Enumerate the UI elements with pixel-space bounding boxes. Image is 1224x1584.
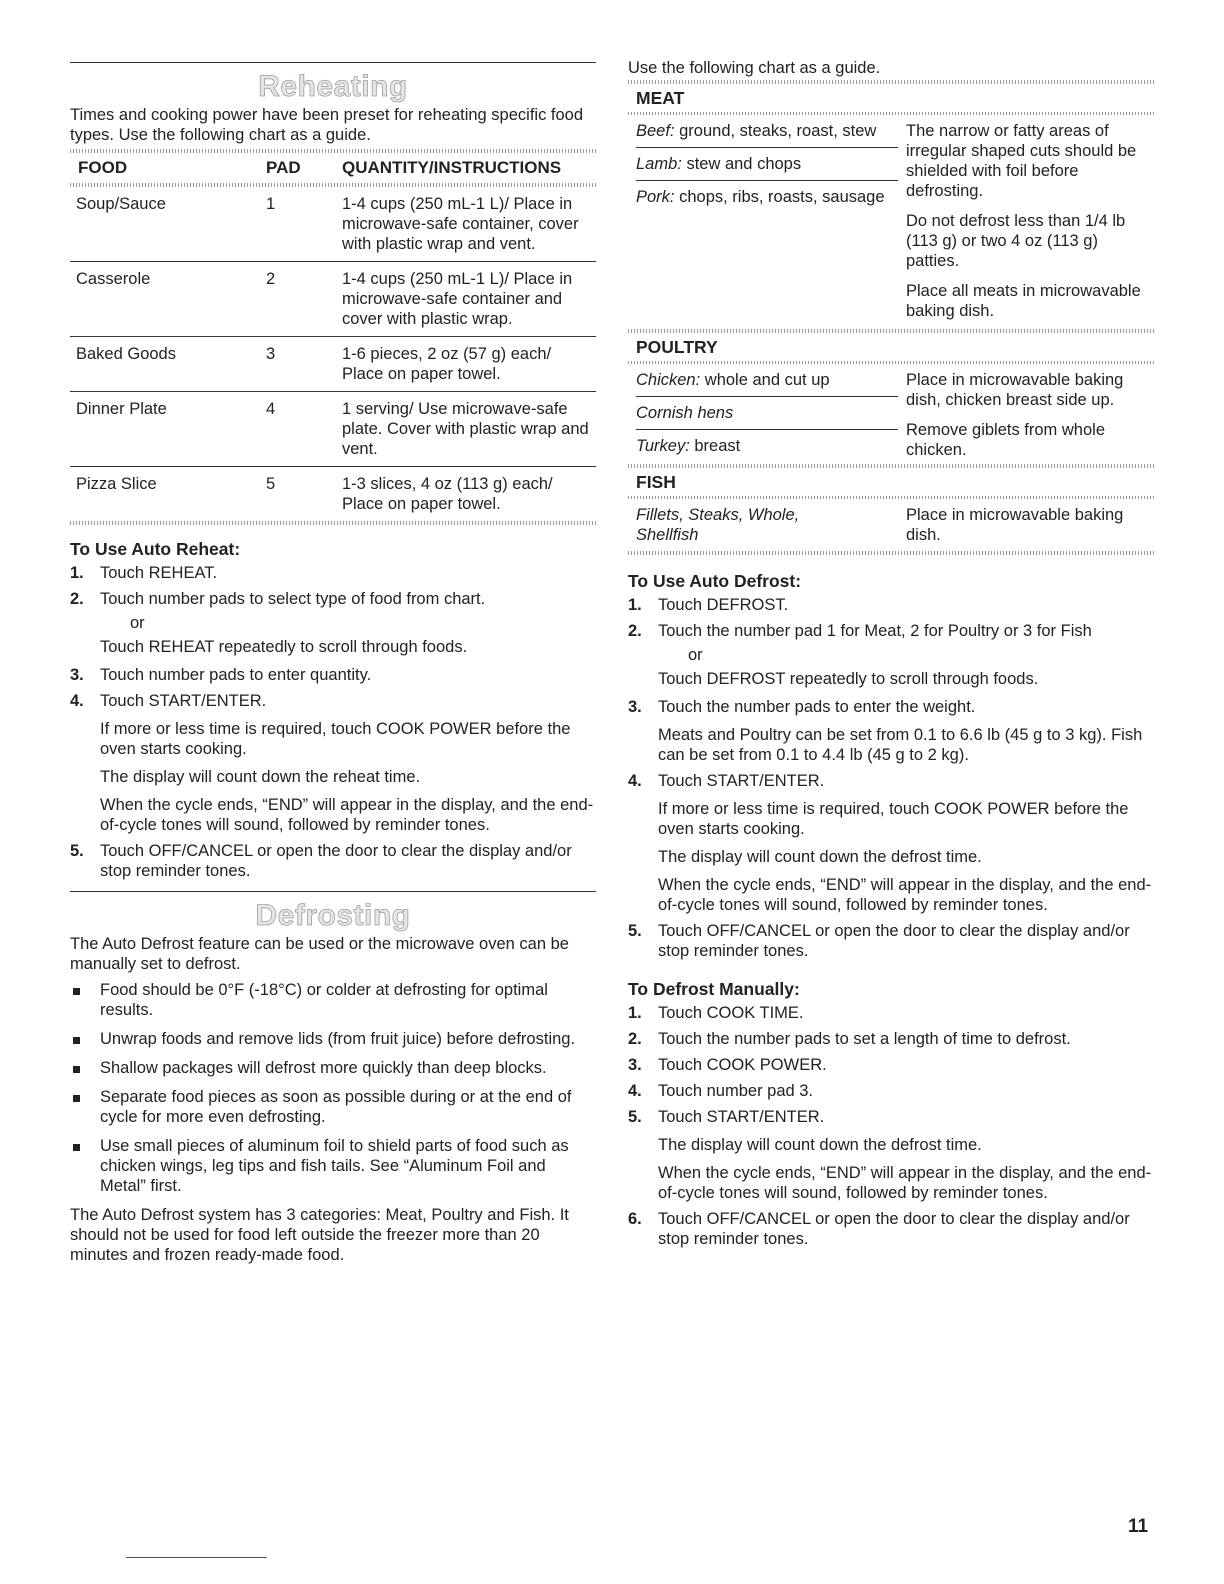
right-column <box>628 0 1154 1255</box>
step-number: 1. <box>628 596 642 614</box>
note-text: Do not defrost less than 1/4 lb (113 g) or two 4 oz (113 g) patties. <box>906 212 1126 270</box>
meat-items <box>636 115 898 325</box>
instructions-cell: 1 serving/ Use microwave-safe plate. Cover with plastic wrap and vent. <box>342 400 589 458</box>
food-cell: Baked Goods <box>76 345 176 363</box>
step-note: Meats and Poultry can be set from 0.1 to 6.6 lb (45 g to 3 kg). Fish can be set from 0.1 to 4.4 lb (45 g to 2 kg). <box>658 726 1143 764</box>
step-number: 4. <box>628 772 642 790</box>
food-cell: Dinner Plate <box>76 400 167 418</box>
step-text: Touch number pads to select type of food from chart. <box>100 590 486 608</box>
step-text: Touch REHEAT repeatedly to scroll through foods. <box>100 638 468 656</box>
chart-dotted-rule <box>628 551 1154 555</box>
reheat-table <box>70 149 596 525</box>
list-item <box>636 499 898 551</box>
item-text: whole and cut up <box>700 371 830 389</box>
bullet-icon <box>70 1058 100 1078</box>
table-row <box>70 392 596 467</box>
step-note: When the cycle ends, “END” will appear in the display, and the end-of-cycle tones will sound, followed by reminder tones. <box>658 1164 1152 1202</box>
auto-defrost-heading: To Use Auto Defrost: <box>628 571 802 591</box>
reheating-intro: Times and cooking power have been preset for reheating specific food types. Use the following chart as a guide. <box>70 106 584 144</box>
bullet-text: Unwrap foods and remove lids (from fruit juice) before defrosting. <box>100 1030 576 1048</box>
item-label: Turkey: <box>636 437 690 455</box>
fish-notes <box>898 499 1146 551</box>
list-item <box>628 1081 1154 1101</box>
table-row <box>70 262 596 337</box>
bullet-icon <box>70 1029 100 1049</box>
step-text: Touch START/ENTER. <box>658 1108 825 1126</box>
note-text: Place in microwavable baking dish, chicken breast side up. <box>906 371 1124 409</box>
step-note: When the cycle ends, “END” will appear in the display, and the end-of-cycle tones will sound, followed by reminder tones. <box>100 796 594 834</box>
step-number: 4. <box>628 1082 642 1100</box>
step-number: 3. <box>628 1056 642 1074</box>
table-row <box>70 337 596 392</box>
step-text: Touch COOK TIME. <box>658 1004 804 1022</box>
food-cell: Soup/Sauce <box>76 195 166 213</box>
defrosting-intro: The Auto Defrost feature can be used or the microwave oven can be manually set to defrost. <box>70 935 569 973</box>
header-quantity: QUANTITY/INSTRUCTIONS <box>342 158 562 177</box>
list-item <box>70 589 596 609</box>
list-item <box>636 430 898 462</box>
step-number: 6. <box>628 1210 642 1228</box>
or-text: or <box>688 646 703 664</box>
pad-cell: 5 <box>266 475 276 493</box>
or-text: or <box>130 614 145 632</box>
reheat-table-header <box>70 153 596 183</box>
left-column <box>70 0 596 1265</box>
header-food: FOOD <box>78 158 128 177</box>
header-pad: PAD <box>266 158 301 177</box>
bullet-text: Use small pieces of aluminum foil to shield parts of food such as chicken wings, leg tips and fish tails. See “Aluminum Foil and Metal” first. <box>100 1137 569 1195</box>
footer-line <box>126 1557 267 1558</box>
item-label: Pork: <box>636 188 675 206</box>
poultry-notes <box>898 364 1146 464</box>
bullet-text: Food should be 0°F (-18°C) or colder at defrosting for optimal results. <box>100 981 548 1019</box>
item-text: ground, steaks, roast, stew <box>674 122 877 140</box>
step-text: Touch START/ENTER. <box>658 772 825 790</box>
list-item <box>70 980 596 1020</box>
step-number: 4. <box>70 692 84 710</box>
meat-notes <box>898 115 1146 325</box>
step-note: When the cycle ends, “END” will appear in the display, and the end-of-cycle tones will sound, followed by reminder tones. <box>658 876 1152 914</box>
poultry-heading: POULTRY <box>636 337 718 357</box>
list-item <box>628 1003 1154 1023</box>
instructions-cell: 1-6 pieces, 2 oz (57 g) each/ Place on paper towel. <box>342 345 552 383</box>
table-row <box>70 187 596 262</box>
item-label: Lamb: <box>636 155 682 173</box>
step-text: Touch OFF/CANCEL or open the door to clear the display and/or stop reminder tones. <box>658 1210 1130 1248</box>
step-number: 2. <box>628 622 642 640</box>
list-item <box>70 563 596 583</box>
list-item <box>628 1209 1154 1249</box>
defrost-closing-text: The Auto Defrost system has 3 categories: Meat, Poultry and Fish. It should not be used for food left outside the freezer more than 20 minutes and frozen ready-made food. <box>70 1206 569 1264</box>
section-divider <box>70 62 596 63</box>
step-note: The display will count down the reheat time. <box>100 768 421 786</box>
instructions-cell: 1-3 slices, 4 oz (113 g) each/ Place on paper towel. <box>342 475 553 513</box>
item-label: Fillets, Steaks, Whole, Shellfish <box>636 506 800 544</box>
pad-cell: 2 <box>266 270 276 288</box>
chart-intro: Use the following chart as a guide. <box>628 59 881 77</box>
step-body <box>658 1107 1154 1203</box>
list-item <box>70 1087 596 1127</box>
defrost-tips-list <box>70 980 596 1196</box>
step-body <box>100 691 596 835</box>
item-text: stew and chops <box>681 155 802 173</box>
note-text: The narrow or fatty areas of irregular shaped cuts should be shielded with foil before defrosting. <box>906 122 1137 200</box>
page-number: 11 <box>1128 1516 1149 1537</box>
item-text: chops, ribs, roasts, sausage <box>674 188 885 206</box>
list-item <box>636 364 898 397</box>
step-text: Touch the number pads to set a length of time to defrost. <box>658 1030 1071 1048</box>
list-item <box>636 397 898 430</box>
list-item <box>70 841 596 881</box>
step-body <box>658 697 1154 765</box>
step-text: Touch OFF/CANCEL or open the door to clear the display and/or stop reminder tones. <box>100 842 572 880</box>
fish-section <box>628 499 1154 551</box>
table-row <box>70 467 596 521</box>
meat-heading: MEAT <box>636 88 685 108</box>
instructions-cell: 1-4 cups (250 mL-1 L)/ Place in microwave-safe container, cover with plastic wrap and vent. <box>342 195 579 253</box>
step-note: The display will count down the defrost time. <box>658 1136 982 1154</box>
step-text: Touch DEFROST. <box>658 596 789 614</box>
list-item <box>628 595 1154 615</box>
step-text: Touch START/ENTER. <box>100 692 267 710</box>
auto-reheat-heading: To Use Auto Reheat: <box>70 539 241 559</box>
step-number: 5. <box>70 842 84 860</box>
step-number: 3. <box>628 698 642 716</box>
step-text: Touch number pad 3. <box>658 1082 814 1100</box>
step-text: Touch the number pad 1 for Meat, 2 for Poultry or 3 for Fish <box>658 622 1092 640</box>
step-text: Touch the number pads to enter the weight. <box>658 698 976 716</box>
note-text: Place in microwavable baking dish. <box>906 506 1124 544</box>
list-item <box>636 115 898 148</box>
list-item <box>70 665 596 685</box>
step-number: 2. <box>70 590 84 608</box>
note-text: Place all meats in microwavable baking dish. <box>906 282 1141 320</box>
step-note: If more or less time is required, touch COOK POWER before the oven starts cooking. <box>100 720 571 758</box>
step-number: 5. <box>628 922 642 940</box>
food-cell: Casserole <box>76 270 151 288</box>
step-text: Touch DEFROST repeatedly to scroll through foods. <box>658 670 1039 688</box>
list-item <box>628 771 1154 915</box>
item-label: Cornish hens <box>636 404 734 422</box>
list-item <box>70 691 596 835</box>
list-item <box>628 621 1154 641</box>
table-dotted-rule <box>70 521 596 525</box>
bullet-text: Separate food pieces as soon as possible during or at the end of cycle for more even defrosting. <box>100 1088 572 1126</box>
bullet-icon <box>70 1136 100 1196</box>
poultry-section <box>628 364 1154 464</box>
meat-section <box>628 115 1154 325</box>
bullet-icon <box>70 980 100 1020</box>
pad-cell: 4 <box>266 400 276 418</box>
note-text: Remove giblets from whole chicken. <box>906 421 1105 459</box>
list-item <box>636 181 898 213</box>
pad-cell: 3 <box>266 345 276 363</box>
instructions-cell: 1-4 cups (250 mL-1 L)/ Place in microwave-safe container and cover with plastic wrap. <box>342 270 573 328</box>
section-divider <box>70 891 596 892</box>
manual-defrost-heading: To Defrost Manually: <box>628 979 800 999</box>
step-note: If more or less time is required, touch COOK POWER before the oven starts cooking. <box>658 800 1129 838</box>
bullet-icon <box>70 1087 100 1127</box>
reheating-title: Reheating <box>258 70 408 103</box>
poultry-items <box>636 364 898 464</box>
list-item <box>628 1055 1154 1075</box>
item-label: Beef: <box>636 122 675 140</box>
step-text: Touch OFF/CANCEL or open the door to clear the display and/or stop reminder tones. <box>658 922 1130 960</box>
step-number: 1. <box>70 564 84 582</box>
food-cell: Pizza Slice <box>76 475 157 493</box>
list-item <box>70 1029 596 1049</box>
step-number: 1. <box>628 1004 642 1022</box>
step-text: Touch COOK POWER. <box>658 1056 827 1074</box>
list-item <box>628 1107 1154 1203</box>
item-label: Chicken: <box>636 371 701 389</box>
list-item <box>628 697 1154 765</box>
step-note: The display will count down the defrost time. <box>658 848 982 866</box>
defrosting-title: Defrosting <box>255 899 411 932</box>
list-item <box>70 1058 596 1078</box>
list-item <box>70 1136 596 1196</box>
bullet-text: Shallow packages will defrost more quickly than deep blocks. <box>100 1059 547 1077</box>
step-number: 3. <box>70 666 84 684</box>
fish-heading: FISH <box>636 472 676 492</box>
step-number: 5. <box>628 1108 642 1126</box>
list-item <box>628 921 1154 961</box>
step-number: 2. <box>628 1030 642 1048</box>
item-text: breast <box>689 437 741 455</box>
pad-cell: 1 <box>266 195 276 213</box>
step-text: Touch number pads to enter quantity. <box>100 666 372 684</box>
list-item <box>628 1029 1154 1049</box>
step-body <box>658 771 1154 915</box>
fish-items <box>636 499 898 551</box>
step-text: Touch REHEAT. <box>100 564 218 582</box>
list-item <box>636 148 898 181</box>
